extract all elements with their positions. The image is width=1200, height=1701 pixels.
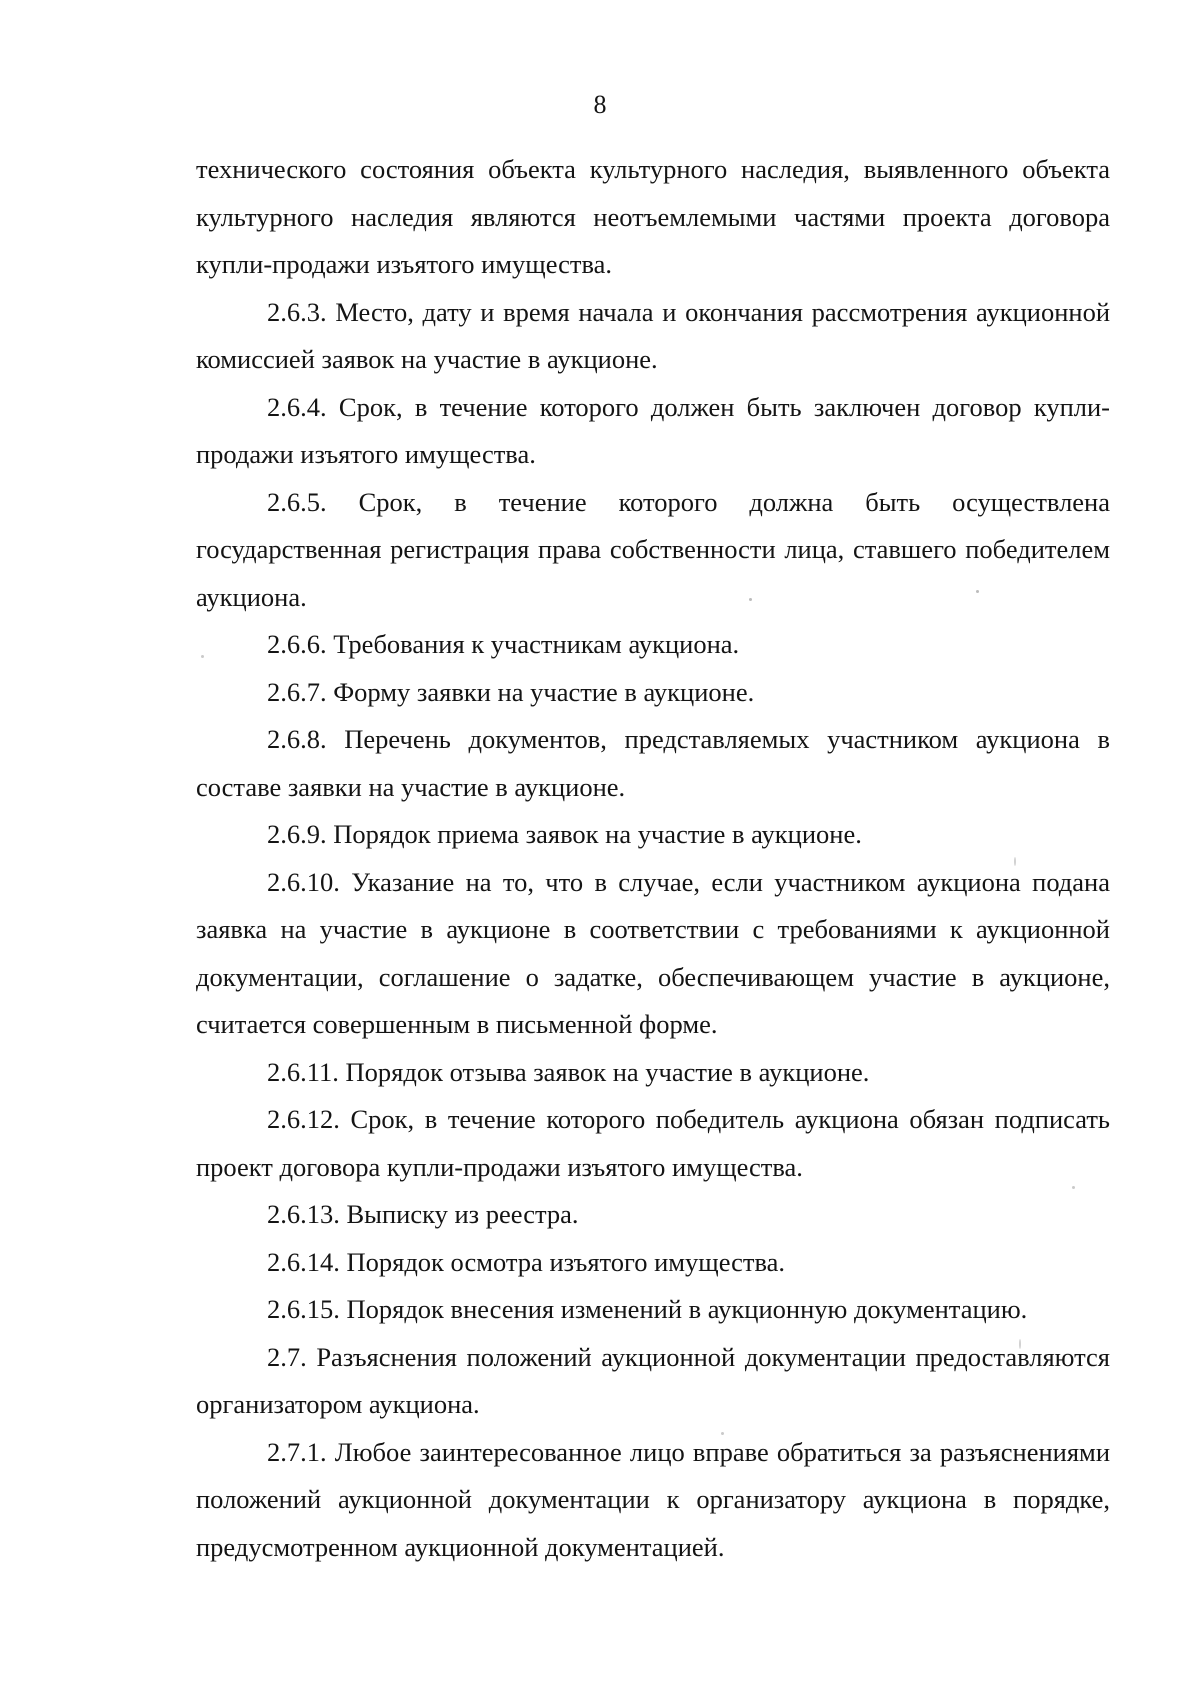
paragraph-2-7-1: 2.7.1. Любое заинтересованное лицо вправе обратиться за разъяснениями положений аукционной документации к организатору аукциона в порядке, предусмотренном аукционной документацией. bbox=[196, 1436, 1110, 1562]
scan-speck bbox=[976, 590, 979, 593]
scan-speck bbox=[721, 1432, 724, 1435]
paragraph-2-6-5: 2.6.5. Срок, в течение которого должна быть осуществлена государственная регистрация права собственности лица, ставшего победителем аукциона. bbox=[196, 486, 1110, 612]
paragraph-2-6-10: 2.6.10. Указание на то, что в случае, если участником аукциона подана заявка на участие в аукционе в соответствии с требованиями к аукционной документации, соглашение о задатке, обеспечивающем участие в аукционе, считается совершенным в письменной форме. bbox=[196, 866, 1110, 1039]
paragraph-continuation: технического состояния объекта культурного наследия, выявленного объекта культурного наследия являются неотъемлемыми частями проекта договора купли-продажи изъятого имущества. bbox=[196, 154, 1110, 279]
scan-speck bbox=[1014, 857, 1016, 866]
paragraph-2-6-11: 2.6.11. Порядок отзыва заявок на участие в аукционе. bbox=[267, 1056, 870, 1087]
paragraph-2-6-3: 2.6.3. Место, дату и время начала и окончания рассмотрения аукционной комиссией заявок на участие в аукционе. bbox=[196, 296, 1110, 374]
paragraph-2-7: 2.7. Разъяснения положений аукционной документации предоставляются организатором аукциона. bbox=[196, 1341, 1110, 1419]
paragraph-2-6-13: 2.6.13. Выписку из реестра. bbox=[267, 1199, 579, 1229]
paragraph-2-6-12: 2.6.12. Срок, в течение которого победитель аукциона обязан подписать проект договора купли-продажи изъятого имущества. bbox=[196, 1104, 1110, 1182]
paragraph-2-6-4: 2.6.4. Срок, в течение которого должен быть заключен договор купли-продажи изъятого имущества. bbox=[196, 391, 1110, 469]
paragraph-2-6-6: 2.6.6. Требования к участникам аукциона. bbox=[267, 629, 740, 659]
paragraph-2-6-15: 2.6.15. Порядок внесения изменений в аукционную документацию. bbox=[267, 1294, 1028, 1324]
scan-speck bbox=[1072, 1186, 1075, 1189]
scan-speck bbox=[749, 598, 752, 601]
document-body bbox=[196, 146, 1110, 1571]
paragraph-2-6-9: 2.6.9. Порядок приема заявок на участие в аукционе. bbox=[267, 819, 862, 849]
page-number: 8 bbox=[593, 90, 607, 119]
scan-speck bbox=[201, 655, 204, 658]
paragraph-2-6-7: 2.6.7. Форму заявки на участие в аукционе. bbox=[267, 676, 755, 707]
paragraph-2-6-8: 2.6.8. Перечень документов, представляемых участником аукциона в составе заявки на участие в аукционе. bbox=[196, 724, 1110, 802]
paragraph-2-6-14: 2.6.14. Порядок осмотра изъятого имущества. bbox=[267, 1246, 786, 1277]
scan-speck bbox=[1019, 1339, 1021, 1349]
